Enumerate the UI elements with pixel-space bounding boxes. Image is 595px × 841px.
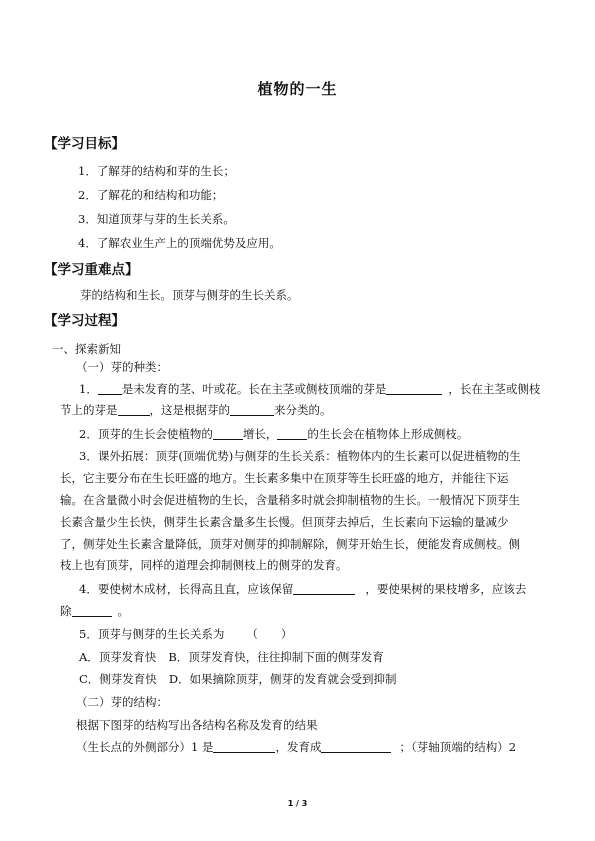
question-1-line-2 (60, 402, 332, 418)
subsection-bud-structure: （二）芽的结构： (76, 695, 168, 709)
question-5-options-row-1 (79, 649, 384, 665)
question-2 (79, 426, 468, 442)
question-3-line-3: 输。在含量微小时会促进植物的生长，含量稍多时就会抑制植物的生长。一般情况下顶芽生 (60, 493, 520, 507)
structure-intro: 根据下图芽的结构写出各结构名称及发育的结果 (76, 718, 318, 732)
question-1-text: 节上的芽是 (60, 403, 118, 417)
objective-item-4: 4．了解农业生产上的顶端优势及应用。 (78, 236, 281, 250)
question-3-line-4: 长素含量少生长快，侧芽生长素含量多生长慢。但顶芽去掉后，生长素向下运输的量减少 (60, 515, 509, 529)
objective-item-1: 1．了解芽的结构和芽的生长； (78, 164, 235, 178)
question-4-text: 4．要使树木成材，长得高且直，应该保留 (79, 582, 294, 596)
question-2-text: 2．顶芽的生长会使植物的 (79, 427, 213, 441)
key-points-text: 芽的结构和生长。顶芽与侧芽的生长关系。 (80, 288, 299, 302)
structure-text: ，发育成 (275, 740, 322, 754)
objectives-heading: 【学习目标】 (44, 136, 125, 152)
question-3-line-5: 了，侧芽处生长素含量降低，顶芽对侧芽的抑制解除，侧芽开始生长，便能发育成侧枝。侧 (60, 537, 520, 551)
structure-line (76, 739, 516, 755)
fill-blank[interactable] (293, 582, 355, 595)
question-1-number: 1． (79, 382, 98, 396)
fill-blank[interactable] (98, 382, 122, 395)
fill-blank[interactable] (386, 382, 442, 395)
question-1-line-1 (79, 381, 540, 397)
question-3-line-6: 枝上也有顶芽，同样的道理会抑制侧枝上的侧芽的发育。 (60, 558, 348, 572)
question-4-text: ，要使果树的果枝增多，应该去 (365, 582, 527, 596)
question-4-text: 。 (117, 604, 129, 618)
question-4-line-1 (79, 581, 526, 597)
fill-blank[interactable] (213, 740, 275, 753)
part-1-heading: 一、探索新知 (52, 342, 121, 356)
key-points-heading: 【学习重难点】 (44, 262, 139, 278)
question-5-options-row-2 (79, 671, 397, 687)
question-3-line-1: 3．课外拓展：顶芽(顶端优势)与侧芽的生长关系：植物体内的生长素可以促进植物的生 (79, 449, 521, 463)
option-b[interactable]: B．顶芽发育快，往往抑制下面的侧芽发育 (168, 650, 384, 664)
question-1-text: 来分类的。 (274, 403, 332, 417)
question-1-text: 是未发育的茎、叶或花。长在主茎或侧枝顶端的芽是 (121, 382, 387, 396)
question-1-text: ，这是根据芽的 (149, 403, 230, 417)
question-3-line-2: 长，它主要分布在生长旺盛的地方。生长素多集中在顶芽等生长旺盛的地方，并能往下运 (60, 471, 509, 485)
answer-parentheses[interactable]: （ ） (246, 627, 293, 641)
question-5-text: 5．顶芽与侧芽的生长关系为 (79, 627, 225, 641)
fill-blank[interactable] (230, 403, 274, 416)
page-title: 植物的一生 (257, 80, 338, 98)
fill-blank[interactable] (213, 427, 243, 440)
structure-text: （生长点的外侧部分）1 是 (76, 740, 214, 754)
fill-blank[interactable] (277, 427, 307, 440)
page-number: 1 / 3 (287, 799, 308, 808)
option-d[interactable]: D．如果摘除顶芽，侧芽的发育就会受到抑制 (168, 672, 397, 686)
objective-item-2: 2．了解花的和结构和功能； (78, 188, 224, 202)
option-a[interactable]: A．顶芽发育快 (79, 650, 157, 664)
question-1-text: ，长在主茎或侧枝 (448, 382, 541, 396)
question-5-stem (79, 626, 292, 642)
question-4-text: 除 (60, 604, 72, 618)
option-c[interactable]: C．侧芽发育快 (79, 672, 157, 686)
question-2-text: 增长， (242, 427, 278, 441)
fill-blank[interactable] (72, 604, 112, 617)
process-heading: 【学习过程】 (44, 313, 125, 329)
fill-blank[interactable] (321, 740, 391, 753)
question-2-text: 的生长会在植物体上形成侧枝。 (307, 427, 469, 441)
objective-item-3: 3．知道顶芽与芽的生长关系。 (78, 212, 235, 226)
structure-text: ；（芽轴顶端的结构）2 (399, 740, 517, 754)
question-4-line-2 (60, 603, 129, 619)
subsection-bud-types: （一）芽的种类： (76, 360, 168, 374)
fill-blank[interactable] (118, 403, 150, 416)
